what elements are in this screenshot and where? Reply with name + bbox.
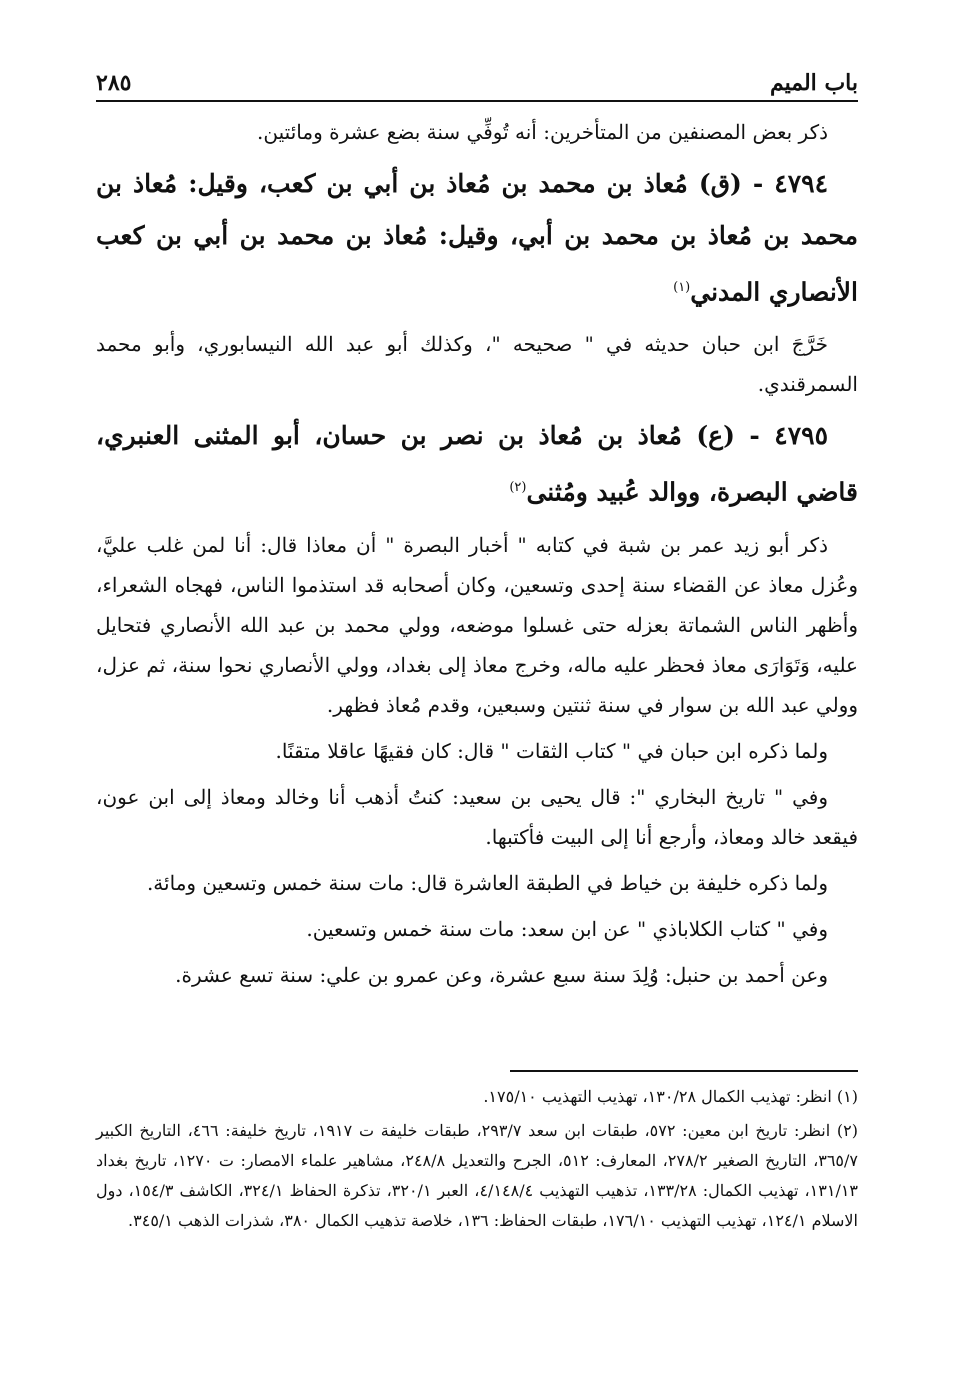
entry-heading-text: ٤٧٩٥ - (ع) مُعاذ بن مُعاذ بن نصر بن حسان، أبو المثنى العنبري، قاضي البصرة، ووالد عُبيد ومُثنى [96, 421, 858, 507]
biography-entry-heading [96, 158, 858, 318]
paragraph: ولما ذكره خليفة بن خياط في الطبقة العاشرة قال: مات سنة خمس وتسعين ومائة. [146, 870, 828, 895]
main-text [96, 112, 858, 1001]
paragraph: وفي " كتاب الكلاباذي " عن ابن سعد: مات سنة خمس وتسعين. [306, 916, 828, 941]
paragraph: ذكر بعض المصنفين من المتأخرين: أنه تُوفِّي سنة بضع عشرة ومائتين. [257, 120, 828, 144]
footnote-reference: (٢) [509, 480, 527, 496]
paragraph: وعن أحمد بن حنبل: وُلِدَ سنة سبع عشرة، وعن عمرو بن علي: سنة تسع عشرة. [175, 962, 828, 987]
paragraph: خَرَّجَ ابن حبان حديثه في " صحيحه "، وكذلك أبو عبد الله النيسابوري، وأبو محمد السمرقندي. [96, 332, 858, 397]
footnote: (١) انظر: تهذيب الكمال ١٣٠/٢٨، تهذيب التهذيب ١٧٥/١٠. [483, 1087, 858, 1106]
page-number: ٢٨٥ [96, 70, 132, 96]
footnote-divider [510, 1070, 858, 1072]
footnote: (٢) انظر: تاريخ ابن معين: ٥٧٢، طبقات ابن سعد ٢٩٣/٧، طبقات خليفة ت ١٩١٧، تاريخ خليفة: ٤٦٦، التاريخ الكبير ٣٦٥/٧، التاريخ الصغير ٢٧٨/٢، المعارف: ٥١٢، الجرح والتعديل ٢٤٨/٨، مشاهير علماء الامصار: ت ١٢٧٠، تاريخ بغداد ١٣١/١٣، تهذيب الكمال: ١٣٣/٢٨، تذهيب التهذيب ٤/١٤٨/٤، العبر ٣٢٠/١، تذكرة الحفاظ ٣٢٤/١، الكاشف ١٥٤/٣، دول الاسلام ١٢٤/١، تهذيب التهذيب ١٧٦/١٠، طبقات الحفاظ: ١٣٦، خلاصة تذهيب الكمال ٣٨٠، شذرات الذهب ٣٤٥/١. [96, 1121, 859, 1230]
paragraph: ذكر أبو زيد عمر بن شبة في كتابه " أخبار البصرة " أن معاذا قال: أنا لمن غلب عليَّ، وعُزل معاذ عن القضاء سنة إحدى وتسعين، وكان أصحابه قد استذموا الناس، فهجاه الشعراء، وأظهر الناس الشماتة بعزله حتى غسلوا موضعه، وولي محمد بن عبد الله الأنصاري فتحايل عليه، وَتَوَارَى معاذ فحظر عليه ماله، وخرج معاذ إلى بغداد، وولي الأنصاري نحوا سنة، ثم عزل، وولي عبد الله بن سوار في سنة ثنتين وسبعين، وقدم مُعاذ فظهر. [96, 532, 858, 717]
entry-heading-text: ٤٧٩٤ - (ق) مُعاذ بن محمد بن مُعاذ بن أبي بن كعب، وقيل: مُعاذ بن محمد بن مُعاذ بن محمد بن أبي، وقيل: مُعاذ بن محمد بن أبي بن كعب الأنصاري المدني [96, 169, 858, 307]
paragraph: وفي " تاريخ البخاري ": قال يحيى بن سعيد: كنتُ أذهب أنا وخالد ومعاذ إلى ابن عون، فيقعد خالد ومعاذ، وأرجع أنا إلى البيت فأكتبها. [96, 784, 858, 849]
page-header [96, 56, 858, 102]
biography-entry-heading [96, 410, 858, 518]
paragraph: ولما ذكره ابن حبان في " كتاب الثقات " قال: كان فقيهًا عاقلا متقنًا. [275, 738, 828, 763]
footnote-reference: (١) [673, 280, 691, 295]
running-title: باب الميم [769, 70, 858, 96]
footnotes [96, 1082, 858, 1240]
